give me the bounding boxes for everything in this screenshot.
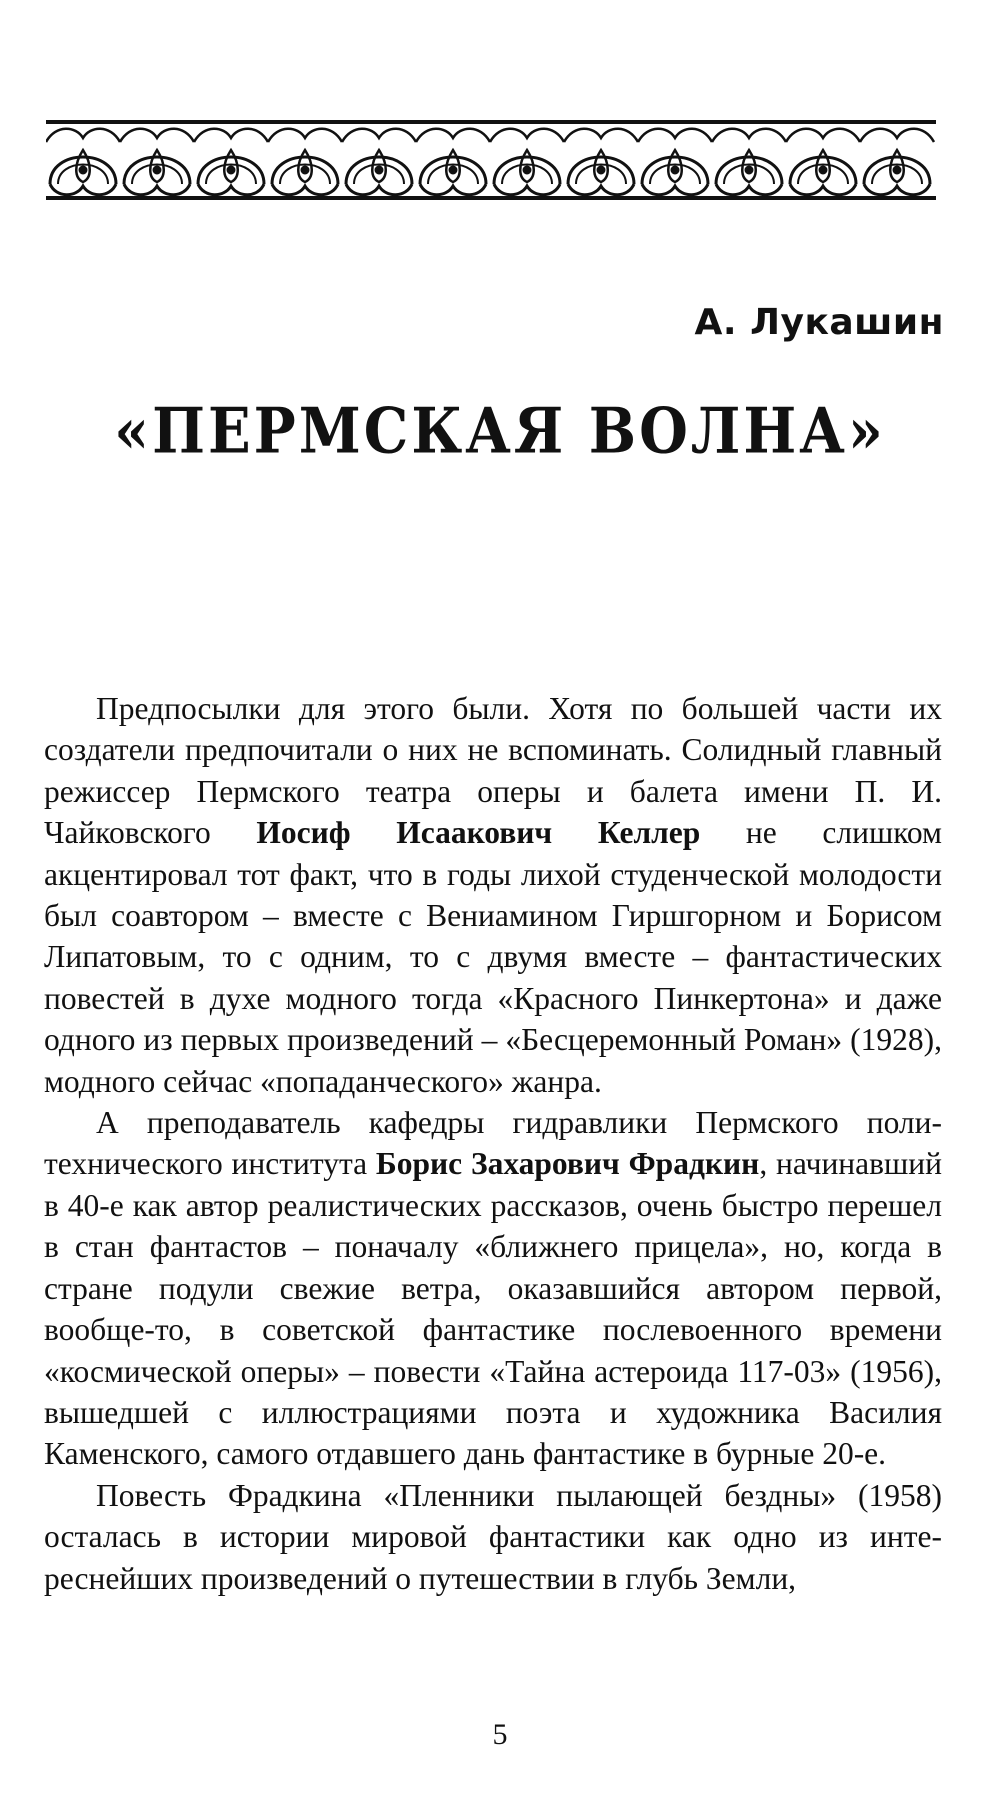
paragraph-2 xyxy=(44,1102,942,1475)
paragraph-text: Повесть Фрадкина «Пленники пылающей бездны» (1958) осталась в истории мировой фантастики как одно из интереснейших произведений о путешествии в глубь Земли, xyxy=(44,1477,942,1596)
paragraph-text: , начинавший в 40-е как автор реалистических рассказов, очень быстро перешел в стан фантастов – поначалу «ближнего прицела», но, когда в стране подули свежие ветра, оказавшийся автором первой, вообще-то, в советской фантастике послевоенного времени «космической оперы» – повести «Тайна астероида 117-03» (1956), вышедшей с иллюстрациями поэта и художника Василия Каменского, самого отдавшего дань фантастике в бурные 20-е. xyxy=(44,1146,942,1472)
paragraph-3 xyxy=(44,1475,942,1599)
paragraph-text: Предпосылки для этого были. Хотя по большей части их создатели предпочитали о них не вспоминать. Солидный главный режиссер Пермского театра оперы и балета имени П. И. Чайковского xyxy=(44,691,942,851)
page-number: 5 xyxy=(492,1718,508,1751)
paragraph-1 xyxy=(44,688,942,1102)
paragraph-text: не слишком акцентировал тот факт, что в годы лихой студенческой молодости был соавтором – вместе с Вениамином Гиршгорном и Борисом Липатовым, то с одним, то с двумя вместе – фантастических повестей в духе модного тогда «Красного Пинкертона» и даже одного из первых произведений – «Бесцеремонный Роман» (1928), модного сейчас «попаданческого» жанра. xyxy=(44,815,942,1099)
person-name-keller: Иосиф Исаакович Келлер xyxy=(256,815,701,851)
person-name-fradkin: Борис Захарович Фрадкин xyxy=(375,1146,760,1182)
decorative-border-ornament xyxy=(46,118,936,202)
paragraph-text: А преподаватель кафедры гидравлики Пермского политехнического института xyxy=(44,1105,942,1182)
article-body xyxy=(44,688,942,1599)
author-name: А. Лукашин xyxy=(694,302,944,343)
chapter-title: «ПЕРМСКАЯ ВОЛНА» xyxy=(114,394,886,468)
